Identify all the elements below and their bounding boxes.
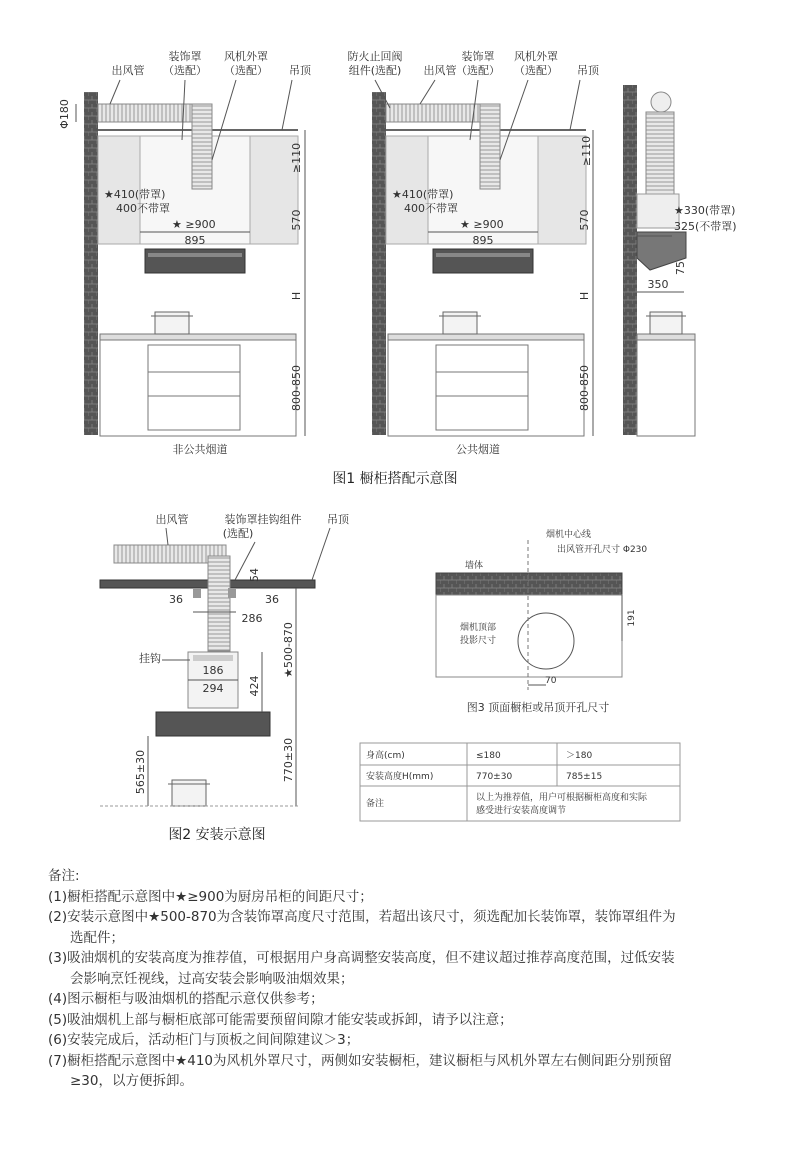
dim-phi180: Φ180 (58, 99, 71, 129)
svg-text:36: 36 (265, 593, 279, 606)
table-cell: 备注 (366, 799, 385, 809)
svg-text:565±30: 565±30 (134, 749, 147, 795)
fig1-right (623, 85, 737, 436)
svg-text:400不带罩: 400不带罩 (116, 202, 170, 215)
label-fan-cover: 风机外罩 (224, 50, 268, 63)
label-hole: 出风管开孔尺寸 Φ230 (557, 545, 648, 555)
note-line: 选配件； (70, 929, 124, 946)
svg-text:54: 54 (248, 568, 261, 582)
label-ceiling: 吊顶 (327, 513, 349, 526)
svg-text:投影尺寸: 投影尺寸 (459, 636, 497, 646)
label-outlet: 出风管 (155, 513, 189, 526)
svg-text:570: 570 (290, 209, 303, 231)
svg-text:吊顶: 吊顶 (577, 64, 599, 77)
top-wall (436, 573, 622, 595)
fig3-caption: 图3 顶面橱柜或吊顶开孔尺寸 (466, 701, 610, 714)
dim-410: ★410(带罩) (104, 188, 166, 201)
fig1-caption: 图1 橱柜搭配示意图 (332, 471, 458, 487)
label-center: 烟机中心线 (546, 530, 592, 540)
svg-text:（选配）: （选配） (456, 64, 500, 77)
svg-text:（选配）: （选配） (224, 64, 268, 77)
svg-text:570: 570 (578, 209, 591, 231)
svg-text:组件(选配): 组件(选配) (348, 64, 402, 77)
table-cell: 以上为推荐值，用户可根据橱柜高度和实际 (476, 793, 648, 803)
svg-text:191: 191 (627, 609, 637, 627)
height-table (360, 743, 680, 821)
svg-text:895: 895 (472, 234, 494, 247)
pot (155, 312, 189, 334)
note-line: ≥30，以方便拆卸。 (70, 1073, 193, 1089)
wall (372, 92, 386, 435)
svg-text:≥110: ≥110 (580, 135, 593, 167)
svg-text:75: 75 (674, 261, 687, 275)
table-cell: ≤180 (476, 751, 501, 761)
table-cell: 770±30 (476, 772, 513, 782)
table-cell: ＞180 (566, 751, 593, 761)
svg-text:H: H (578, 291, 591, 301)
note-line: (1)橱柜搭配示意图中★≥900为厨房吊柜的间距尺寸； (48, 888, 373, 905)
dim-330: ★330(带罩) (674, 204, 736, 217)
note-line: (2)安装示意图中★500-870为含装饰罩高度尺寸范围，若超出该尺寸，须选配加长装饰罩，装饰罩组件为 (48, 909, 676, 925)
label-cover: 装饰罩 (168, 50, 202, 63)
svg-text:(选配): (选配) (222, 527, 254, 540)
svg-text:★410(带罩): ★410(带罩) (392, 188, 454, 201)
svg-text:烟机顶部: 烟机顶部 (459, 623, 497, 633)
wall (623, 85, 637, 435)
label-wall: 墙体 (464, 561, 484, 571)
flex-duct (208, 556, 230, 651)
svg-text:350: 350 (647, 278, 669, 291)
table-cell: 身高(cm) (366, 751, 405, 761)
flex-duct (192, 104, 212, 189)
note-line: 会影响烹饪视线，过高安装会影响吸油烟效果； (70, 970, 354, 987)
note-line: (3)吸油烟机的安装高度为推荐值，可根据用户身高调整安装高度，但不建议超过推荐高度范围，过低安装 (48, 950, 675, 966)
svg-text:400不带罩: 400不带罩 (404, 202, 458, 215)
fig3 (436, 528, 647, 690)
svg-text:（选配）: （选配） (514, 64, 558, 77)
wall (84, 92, 98, 435)
svg-text:186: 186 (202, 664, 224, 677)
svg-text:895: 895 (184, 234, 206, 247)
range-hood (433, 249, 533, 273)
table-cell: 安装高度H(mm) (366, 772, 434, 782)
label-ceiling: 吊顶 (289, 64, 311, 77)
note-line: (4)图示橱柜与吸油烟机的搭配示意仅供参考； (48, 991, 324, 1007)
label-hook: 挂钩 (139, 652, 161, 665)
svg-text:800-850: 800-850 (578, 365, 591, 411)
title-public: 公共烟道 (456, 443, 500, 456)
label-hook-set: 装饰罩挂钩组件 (224, 513, 302, 526)
svg-text:36: 36 (169, 593, 183, 606)
label-valve: 防火止回阀 (347, 50, 403, 63)
dim-500-870: ★500-870 (282, 622, 295, 678)
range-hood (156, 712, 270, 736)
notes-section (48, 866, 753, 1092)
svg-text:★ ≥900: ★ ≥900 (460, 218, 504, 231)
range-hood (145, 249, 245, 273)
svg-text:800-850: 800-850 (290, 365, 303, 411)
fig2 (100, 512, 350, 806)
svg-text:出风管: 出风管 (423, 64, 457, 77)
svg-text:70: 70 (545, 676, 557, 686)
svg-text:424: 424 (248, 675, 261, 697)
svg-text:286: 286 (241, 612, 263, 625)
svg-text:770±30: 770±30 (282, 737, 295, 783)
svg-text:294: 294 (202, 682, 224, 695)
svg-text:≥110: ≥110 (290, 142, 303, 174)
fig1-left (58, 49, 312, 456)
fig1-mid (348, 49, 600, 456)
notes-title: 备注: (48, 868, 80, 884)
note-line: (6)安装完成后，活动柜门与顶板之间间隙建议＞3； (48, 1032, 360, 1048)
fig2-caption: 图2 安装示意图 (168, 827, 266, 843)
note-line: (7)橱柜搭配示意图中★410为风机外罩尺寸，两侧如安装橱柜，建议橱柜与风机外罩左右侧间距分别预留 (48, 1052, 672, 1069)
svg-text:H: H (290, 291, 303, 301)
label-outlet: 出风管 (111, 64, 145, 77)
title-non-public: 非公共烟道 (172, 443, 228, 456)
svg-text:风机外罩: 风机外罩 (514, 50, 558, 63)
svg-text:（选配）: （选配） (163, 64, 207, 77)
outlet-hole (518, 613, 574, 669)
dim-900: ★ ≥900 (172, 218, 216, 231)
dim-325: 325(不带罩) (674, 220, 737, 233)
note-line: (5)吸油烟机上部与橱柜底部可能需要预留间隙才能安装或拆卸，请予以注意； (48, 1011, 513, 1028)
table-cell: 785±15 (566, 772, 603, 782)
svg-text:装饰罩: 装饰罩 (461, 50, 495, 63)
table-cell: 感受进行安装高度调节 (476, 806, 567, 816)
